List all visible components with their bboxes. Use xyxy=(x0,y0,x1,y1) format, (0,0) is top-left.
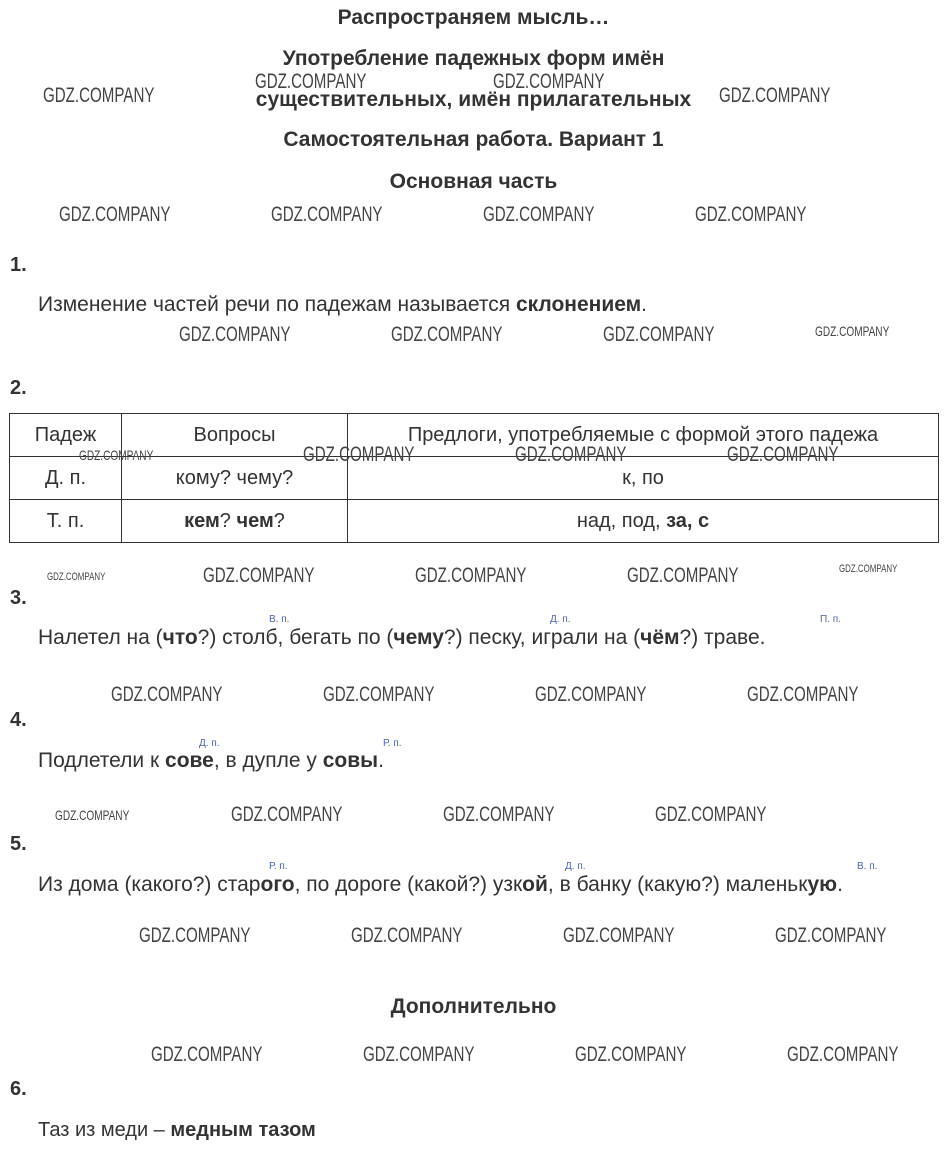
watermark: GDZ.COMPANY xyxy=(59,203,171,226)
watermark: GDZ.COMPANY xyxy=(515,443,627,466)
watermark: GDZ.COMPANY xyxy=(255,70,367,93)
watermark: GDZ.COMPANY xyxy=(727,443,839,466)
task-4-answer: Подлетели к сове, в дупле у совы. xyxy=(38,749,384,772)
heading-variant: Самостоятельная работа. Вариант 1 xyxy=(283,128,664,151)
table-cell: к, по xyxy=(348,457,939,500)
task-6-answer: Таз из меди – медным тазом xyxy=(38,1119,316,1141)
watermark: GDZ.COMPANY xyxy=(323,683,435,706)
table-cell: кем? чем? xyxy=(122,500,348,543)
task-number-2: 2. xyxy=(10,377,27,399)
watermark: GDZ.COMPANY xyxy=(55,807,130,823)
watermark: GDZ.COMPANY xyxy=(443,803,555,826)
table-cell: над, под, за, с xyxy=(348,500,939,543)
watermark: GDZ.COMPANY xyxy=(151,1043,263,1066)
table-header-cell: Падеж xyxy=(10,414,122,457)
section-main-title: Основная часть xyxy=(389,170,558,193)
task-5-answer: Из дома (какого?) старого, по дороге (какой?) узкой, в банку (какую?) маленькую. xyxy=(38,873,843,896)
case-tag: Р. п. xyxy=(269,861,288,872)
table-cell: Д. п. xyxy=(10,457,122,500)
watermark: GDZ.COMPANY xyxy=(271,203,383,226)
watermark: GDZ.COMPANY xyxy=(747,683,859,706)
watermark: GDZ.COMPANY xyxy=(179,323,291,346)
case-table xyxy=(9,413,939,543)
watermark: GDZ.COMPANY xyxy=(839,563,898,575)
heading-title-line2: существительных, имён прилагательных xyxy=(255,88,692,111)
watermark: GDZ.COMPANY xyxy=(695,203,807,226)
case-tag: Д. п. xyxy=(550,614,571,625)
watermark: GDZ.COMPANY xyxy=(203,564,315,587)
case-tag: Р. п. xyxy=(383,738,402,749)
case-tag: Д. п. xyxy=(199,738,220,749)
task-number-5: 5. xyxy=(10,833,27,855)
watermark: GDZ.COMPANY xyxy=(627,564,739,587)
watermark: GDZ.COMPANY xyxy=(415,564,527,587)
watermark: GDZ.COMPANY xyxy=(303,443,415,466)
watermark: GDZ.COMPANY xyxy=(391,323,503,346)
watermark: GDZ.COMPANY xyxy=(231,803,343,826)
watermark: GDZ.COMPANY xyxy=(603,323,715,346)
section-extra-title: Дополнительно xyxy=(390,995,557,1018)
table-row xyxy=(10,500,939,543)
task-number-1: 1. xyxy=(10,254,27,276)
watermark: GDZ.COMPANY xyxy=(775,924,887,947)
heading-title-line1: Употребление падежных форм имён xyxy=(282,47,665,70)
watermark: GDZ.COMPANY xyxy=(47,571,106,583)
watermark: GDZ.COMPANY xyxy=(563,924,675,947)
watermark: GDZ.COMPANY xyxy=(815,323,890,339)
task-3-answer: Налетел на (что?) столб, бегать по (чему?) песку, играли на (чём?) траве. xyxy=(38,626,766,649)
watermark: GDZ.COMPANY xyxy=(719,84,831,107)
watermark: GDZ.COMPANY xyxy=(111,683,223,706)
watermark: GDZ.COMPANY xyxy=(351,924,463,947)
heading-topic: Распространяем мысль… xyxy=(337,6,610,29)
watermark: GDZ.COMPANY xyxy=(787,1043,899,1066)
watermark: GDZ.COMPANY xyxy=(363,1043,475,1066)
task-number-3: 3. xyxy=(10,587,27,609)
watermark: GDZ.COMPANY xyxy=(139,924,251,947)
watermark: GDZ.COMPANY xyxy=(43,84,155,107)
task-1-answer: Изменение частей речи по падежам называется склонением. xyxy=(38,293,648,316)
watermark: GDZ.COMPANY xyxy=(535,683,647,706)
watermark: GDZ.COMPANY xyxy=(483,203,595,226)
watermark: GDZ.COMPANY xyxy=(655,803,767,826)
case-tag: В. п. xyxy=(857,861,878,872)
task-number-4: 4. xyxy=(10,709,27,731)
table-cell: кому? чему? xyxy=(122,457,348,500)
table-header-cell: Вопросы xyxy=(122,414,348,457)
table-cell: Т. п. xyxy=(10,500,122,543)
watermark: GDZ.COMPANY xyxy=(493,70,605,93)
case-tag: П. п. xyxy=(820,614,841,625)
task-number-6: 6. xyxy=(10,1078,27,1100)
watermark: GDZ.COMPANY xyxy=(575,1043,687,1066)
case-tag: Д. п. xyxy=(565,861,586,872)
table-header-cell: Предлоги, употребляемые с формой этого падежа xyxy=(348,414,939,457)
watermark: GDZ.COMPANY xyxy=(79,447,154,463)
case-tag: В. п. xyxy=(269,614,290,625)
